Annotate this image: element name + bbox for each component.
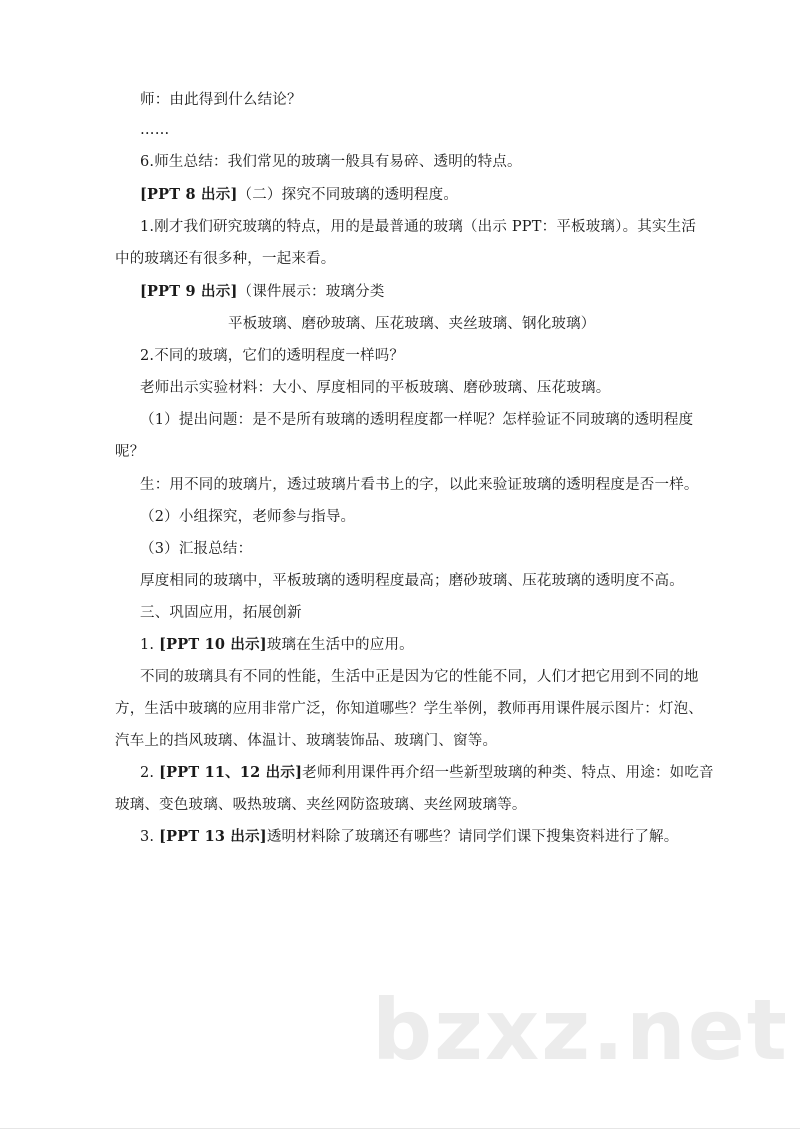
paragraph-2: 2.不同的玻璃，它们的透明程度一样吗？ — [140, 348, 405, 364]
paragraph-question-line-2: 呢？ — [115, 444, 145, 460]
app-title: 玻璃在生活中的应用。 — [266, 637, 414, 653]
ppt-tag-9: [PPT 9 出示] — [140, 283, 238, 300]
paragraph-app-2-line-2: 玻璃、变色玻璃、吸热玻璃、夹丝网防盗玻璃、夹丝网玻璃等。 — [115, 797, 527, 813]
courseware-display: （课件展示：玻璃分类 — [237, 284, 385, 300]
paragraph-group-explore: （2）小组探究，老师参与指导。 — [140, 509, 356, 525]
ppt-tag-10: [PPT 10 出示] — [159, 636, 267, 653]
item-number-3: 3. — [140, 829, 155, 845]
paragraph-conclusion: 厚度相同的玻璃中，平板玻璃的透明程度最高；磨砂玻璃、压花玻璃的透明度不高。 — [140, 573, 684, 589]
bottom-divider — [0, 1128, 800, 1129]
paragraph-app-1 — [140, 634, 414, 656]
paragraph-app-3 — [140, 826, 678, 848]
paragraph-summary-6: 6.师生总结：我们常见的玻璃一般具有易碎、透明的特点。 — [140, 154, 522, 170]
paragraph-report-summary: （3）汇报总结： — [140, 541, 253, 557]
item-number-1: 1. — [140, 637, 155, 653]
paragraph-ppt8 — [140, 184, 458, 206]
section-title-2: （二）探究不同玻璃的透明程度。 — [237, 187, 459, 203]
paragraph-app-text-2: 方，生活中玻璃的应用非常广泛，你知道哪些？学生举例，教师再用课件展示图片：灯泡、 — [115, 701, 703, 717]
ellipsis-line: …… — [140, 122, 170, 138]
transparent-materials-text: 透明材料除了玻璃还有哪些？请同学们课下搜集资料进行了解。 — [266, 829, 679, 845]
paragraph-materials: 老师出示实验材料：大小、厚度相同的平板玻璃、磨砂玻璃、压花玻璃。 — [140, 380, 611, 396]
ppt-tag-8: [PPT 8 出示] — [140, 186, 238, 203]
section-heading-3: 三、巩固应用，拓展创新 — [140, 605, 302, 621]
glass-types-list: 平板玻璃、磨砂玻璃、压花玻璃、夹丝玻璃、钢化玻璃） — [228, 316, 596, 332]
paragraph-1-line-1: 1.刚才我们研究玻璃的特点，用的是最普通的玻璃（出示 PPT：平板玻璃）。其实生活 — [140, 219, 697, 235]
item-number-2: 2. — [140, 765, 155, 781]
new-glass-text: 老师利用课件再介绍一些新型玻璃的种类、特点、用途：如吃音 — [302, 765, 714, 781]
paragraph-app-text-3: 汽车上的挡风玻璃、体温计、玻璃装饰品、玻璃门、窗等。 — [115, 733, 498, 749]
paragraph-student-answer: 生：用不同的玻璃片，透过玻璃片看书上的字，以此来验证玻璃的透明程度是否一样。 — [140, 477, 699, 493]
ppt-tag-13: [PPT 13 出示] — [159, 828, 267, 845]
paragraph-ppt9 — [140, 281, 385, 303]
paragraph-teacher-question: 师：由此得到什么结论？ — [140, 92, 302, 108]
paragraph-app-text-1: 不同的玻璃具有不同的性能，生活中正是因为它的性能不同，人们才把它用到不同的地 — [140, 669, 699, 685]
ppt-tag-11-12: [PPT 11、12 出示] — [159, 764, 303, 781]
paragraph-app-2 — [140, 762, 714, 784]
paragraph-question-line-1: （1）提出问题：是不是所有玻璃的透明程度都一样呢？怎样验证不同玻璃的透明程度 — [140, 412, 694, 428]
paragraph-1-line-2: 中的玻璃还有很多种，一起来看。 — [115, 251, 336, 267]
site-watermark: bzxz.net — [372, 981, 789, 1079]
